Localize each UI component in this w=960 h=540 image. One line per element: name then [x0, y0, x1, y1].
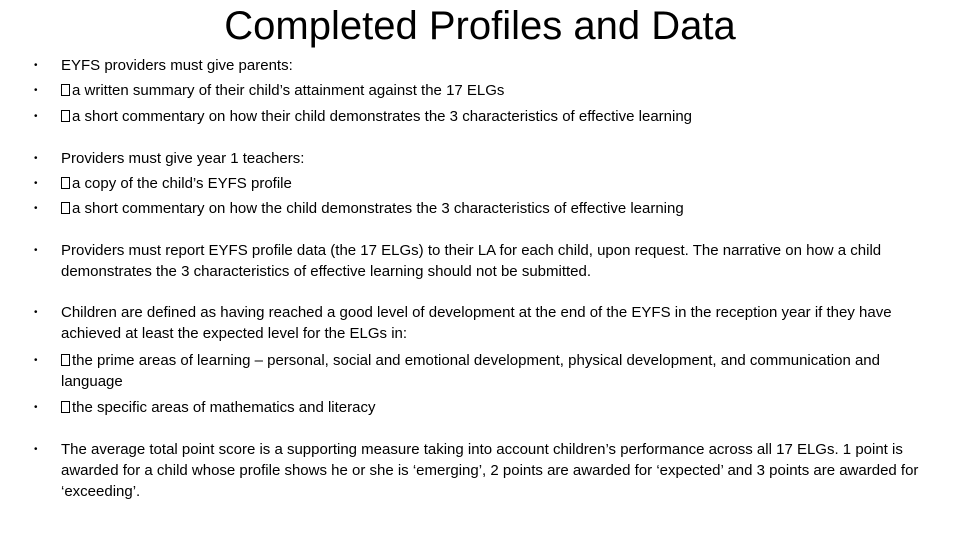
- bullet-item: [28, 198, 938, 219]
- bullet-text: EYFS providers must give parents:: [61, 57, 293, 74]
- bullet-item: [28, 106, 938, 127]
- bullet-text: a written summary of their child’s attainment against the 17 ELGs: [72, 82, 505, 99]
- bullet-item: [28, 350, 938, 392]
- bullet-dot: •: [34, 444, 38, 455]
- bullet-item: [28, 397, 938, 418]
- placeholder-box-icon: [61, 84, 70, 96]
- bullet-text: the prime areas of learning – personal, social and emotional development, physical development, and communication and language: [61, 352, 880, 390]
- bullet-text: Providers must report EYFS profile data (the 17 ELGs) to their LA for each child, upon request. The narrative on how a child demonstrates the 3 characteristics of effective learning should not be submitted.: [61, 242, 882, 280]
- bullet-dot: •: [34, 203, 38, 214]
- placeholder-box-icon: [61, 354, 70, 366]
- bullet-text: a short commentary on how their child demonstrates the 3 characteristics of effective learning: [72, 108, 693, 125]
- bullet-dot: •: [34, 178, 38, 189]
- bullet-text: Children are defined as having reached a good level of development at the end of the EYFS in the reception year if they have achieved at least the expected level for the ELGs in:: [61, 304, 892, 342]
- bullet-dot: •: [34, 111, 38, 122]
- bullet-dot: •: [34, 355, 38, 366]
- bullet-text: Providers must give year 1 teachers:: [61, 150, 305, 167]
- placeholder-box-icon: [61, 401, 70, 413]
- bullet-item: [28, 148, 938, 169]
- bullet-text: a short commentary on how the child demonstrates the 3 characteristics of effective learning: [72, 200, 684, 217]
- bullet-item: [28, 439, 938, 502]
- placeholder-box-icon: [61, 202, 70, 214]
- bullet-dot: •: [34, 402, 38, 413]
- bullet-item: [28, 55, 938, 76]
- bullet-item: [28, 80, 938, 101]
- bullet-dot: •: [34, 85, 38, 96]
- placeholder-box-icon: [61, 177, 70, 189]
- slide-title: Completed Profiles and Data: [224, 4, 736, 48]
- bullet-text: the specific areas of mathematics and literacy: [72, 399, 376, 416]
- bullet-dot: •: [34, 153, 38, 164]
- bullet-item: [28, 302, 938, 344]
- bullet-item: [28, 240, 938, 282]
- placeholder-box-icon: [61, 110, 70, 122]
- bullet-text: a copy of the child’s EYFS profile: [72, 175, 292, 192]
- bullet-item: [28, 173, 938, 194]
- bullet-dot: •: [34, 245, 38, 256]
- bullet-dot: •: [34, 60, 38, 71]
- bullet-dot: •: [34, 307, 38, 318]
- bullet-text: The average total point score is a supporting measure taking into account children’s performance across all 17 ELGs. 1 point is awarded for a child whose profile shows he or she is ‘emerging’, 2 points are awarded for ‘expected’ and 3 points are awarded for ‘exceeding’.: [61, 441, 919, 500]
